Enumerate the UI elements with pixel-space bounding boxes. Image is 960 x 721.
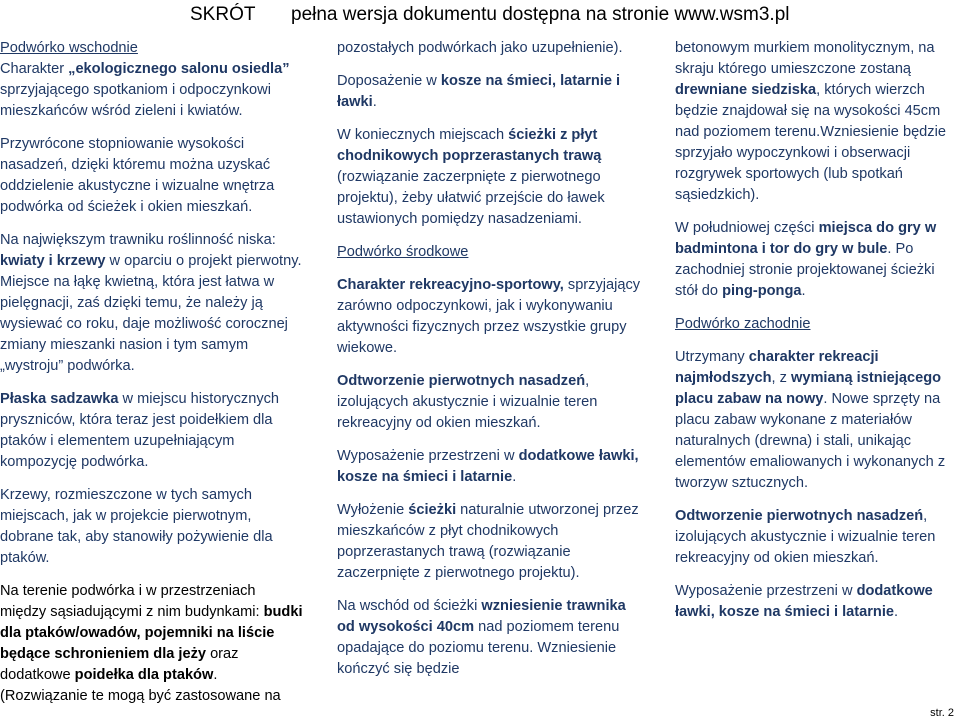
paragraph: Charakter „ekologicznego salonu osiedla” sprzyjającego spotkaniom i odpoczynkowi mieszkańców wśród zieleni i kwiatów. bbox=[0, 61, 290, 119]
paragraph: Na największym trawniku roślinność niska: kwiaty i krzewy w oparciu o projekt pierwotny. Miejsce na łąkę kwietną, która jest łatwa w pielęgnacji, zaś dzięki temu, że należy ją wysiewać co roku, daje możliwość corocznej zmiany mieszanki nasion i tym samym „wystroju” podwórka. bbox=[0, 232, 302, 374]
page-header bbox=[0, 2, 960, 28]
paragraph: W koniecznych miejscach ścieżki z płyt chodnikowych poprzerastanych trawą (rozwiązanie zaczerpnięte z pierwotnego projektu), żeby ułatwić przejście do ławek ustawionych pomiędzy nasadzeniami. bbox=[337, 127, 605, 227]
section-heading-west: Podwórko zachodnie bbox=[675, 316, 811, 332]
header-label: SKRÓT bbox=[190, 4, 256, 25]
column-2 bbox=[337, 38, 642, 692]
paragraph: Krzewy, rozmieszczone w tych samych miejscach, jak w projekcie pierwotnym, dobrane tak, aby stanowiły pożywienie dla ptaków. bbox=[0, 487, 273, 566]
paragraph: Odtworzenie pierwotnych nasadzeń, izolujących akustycznie i wizualnie teren rekreacyjny od okien mieszkań. bbox=[337, 373, 598, 431]
header-text: pełna wersja dokumentu dostępna na stronie www.wsm3.pl bbox=[291, 4, 790, 25]
paragraph: Na wschód od ścieżki wzniesienie trawnika od wysokości 40cm nad poziomem terenu opadające do poziomu terenu. Wzniesienie kończyć się będzie bbox=[337, 598, 626, 677]
paragraph: Wyłożenie ścieżki naturalnie utworzonej przez mieszkańców z płyt chodnikowych poprzerastanych trawą (rozwiązanie zaczerpnięte z pierwotnego projektu). bbox=[337, 502, 639, 581]
paragraph: Przywrócone stopniowanie wysokości nasadzeń, dzięki któremu można uzyskać oddzielenie akustyczne i wizualne wnętrza podwórka od ścieżek i okien mieszkań. bbox=[0, 136, 275, 215]
paragraph: Charakter rekreacyjno-sportowy, sprzyjający zarówno odpoczynkowi, jak i wykonywaniu aktywności fizycznych przez wszystkie grupy wiekowe. bbox=[337, 277, 641, 356]
paragraph: Na terenie podwórka i w przestrzeniach między sąsiadującymi z nim budynkami: budki dla ptaków/owadów, pojemniki na liście będące schronieniem dla jeży oraz dodatkowe poidełka dla ptaków. (Rozwiązanie te mogą być zastosowane na bbox=[0, 583, 303, 704]
paragraph: Płaska sadzawka w miejscu historycznych pryszniców, która teraz jest poidełkiem dla ptaków i elementem uzupełniającym kompozycję podwórka. bbox=[0, 391, 280, 470]
paragraph: Odtworzenie pierwotnych nasadzeń, izolujących akustycznie i wizualnie teren rekreacyjny od okien mieszkań. bbox=[675, 508, 936, 566]
paragraph: betonowym murkiem monolitycznym, na skraju którego umieszczone zostaną drewniane siedziska, których wierzch będzie znajdował się na wysokości 45cm nad poziomem terenu.Wzniesienie będzie sprzyjało wypoczynkowi i obserwacji rozgrywek sportowych (lub spotkań sąsiedzkich). bbox=[675, 40, 946, 203]
section-heading-middle: Podwórko środkowe bbox=[337, 244, 469, 260]
paragraph: Utrzymany charakter rekreacji najmłodszych, z wymianą istniejącego placu zabaw na nowy. Nowe sprzęty na placu zabaw wykonane z materiałów naturalnych (drewna) i stali, unikając elementów emaliowanych i wykonanych z tworzyw sztucznych. bbox=[675, 349, 946, 491]
paragraph: Doposażenie w kosze na śmieci, latarnie i ławki. bbox=[337, 73, 621, 110]
paragraph: Wyposażenie przestrzeni w dodatkowe ławki, kosze na śmieci i latarnie. bbox=[675, 583, 933, 620]
column-1 bbox=[0, 38, 305, 719]
paragraph: Wyposażenie przestrzeni w dodatkowe ławki, kosze na śmieci i latarnie. bbox=[337, 448, 639, 485]
page-number: str. 2 bbox=[930, 707, 954, 719]
paragraph: pozostałych podwórkach jako uzupełnienie). bbox=[337, 40, 623, 56]
column-3 bbox=[675, 38, 960, 635]
section-heading-east: Podwórko wschodnie bbox=[0, 40, 138, 56]
paragraph: W południowej części miejsca do gry w badmintona i tor do gry w bule. Po zachodniej stronie projektowanej ścieżki stół do ping-ponga. bbox=[675, 220, 937, 299]
